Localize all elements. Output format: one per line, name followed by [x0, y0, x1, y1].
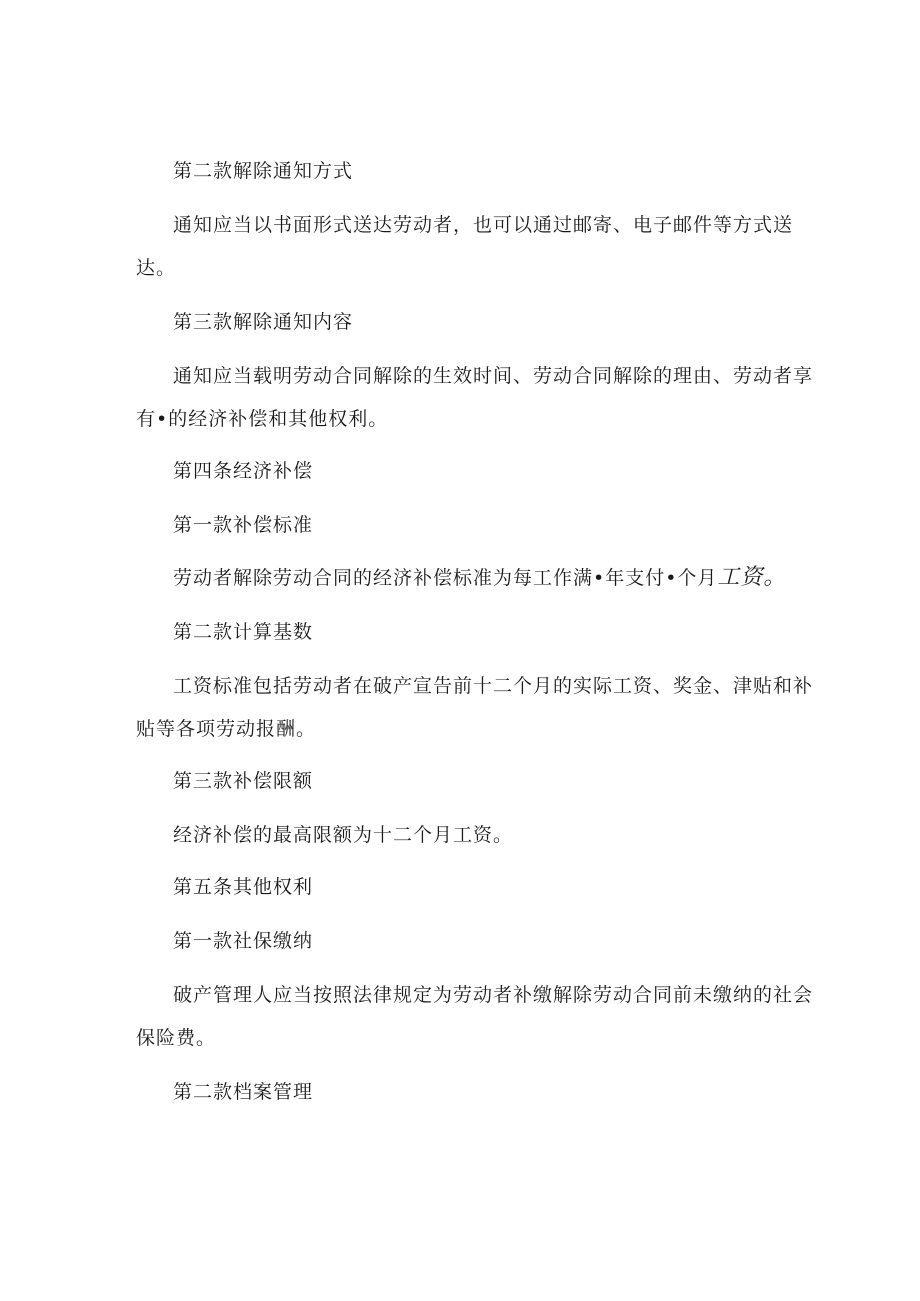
paragraph-calculation-base-line-1: 工资标准包括劳动者在破产宣告前十二个月的实际工资、奖金、津贴和补: [173, 675, 814, 697]
paragraph-calculation-base-line-2: 贴等各项劳动报酬。: [136, 718, 317, 740]
heading-social-insurance: 第一款社保缴纳: [173, 930, 314, 952]
paragraph-social-insurance-line-2: 保险费。: [136, 1027, 217, 1049]
paragraph-compensation-standard-italic-tail: 工资。: [717, 565, 787, 590]
heading-article-5: 第五条其他权利: [173, 876, 314, 898]
paragraph-compensation-standard: [173, 565, 787, 590]
paragraph-social-insurance-line-1: 破产管理人应当按照法律规定为劳动者补缴解除劳动合同前未缴纳的社会: [173, 984, 814, 1006]
paragraph-notice-content-line-2: 有•的经济补偿和其他权利。: [136, 408, 389, 430]
heading-calculation-base: 第二款计算基数: [173, 621, 314, 643]
paragraph-compensation-standard-text: 劳动者解除劳动合同的经济补偿标准为每工作满•年支付•个月: [173, 567, 718, 589]
heading-notice-method: 第二款解除通知方式: [173, 160, 354, 182]
paragraph-notice-method-line-1: 通知应当以书面形式送达劳动者，也可以通过邮寄、电子邮件等方式送: [173, 214, 794, 236]
heading-article-4: 第四条经济补偿: [173, 460, 314, 482]
heading-notice-content: 第三款解除通知内容: [173, 311, 354, 333]
paragraph-notice-content-line-1: 通知应当载明劳动合同解除的生效时间、劳动合同解除的理由、劳动者享: [173, 365, 814, 387]
heading-archive-management: 第二款档案管理: [173, 1081, 314, 1103]
paragraph-compensation-limit: 经济补偿的最高限额为十二个月工资。: [173, 824, 514, 846]
heading-compensation-standard: 第一款补偿标准: [173, 514, 314, 536]
paragraph-notice-method-line-2: 达。: [136, 257, 177, 279]
heading-compensation-limit: 第三款补偿限额: [173, 770, 314, 792]
